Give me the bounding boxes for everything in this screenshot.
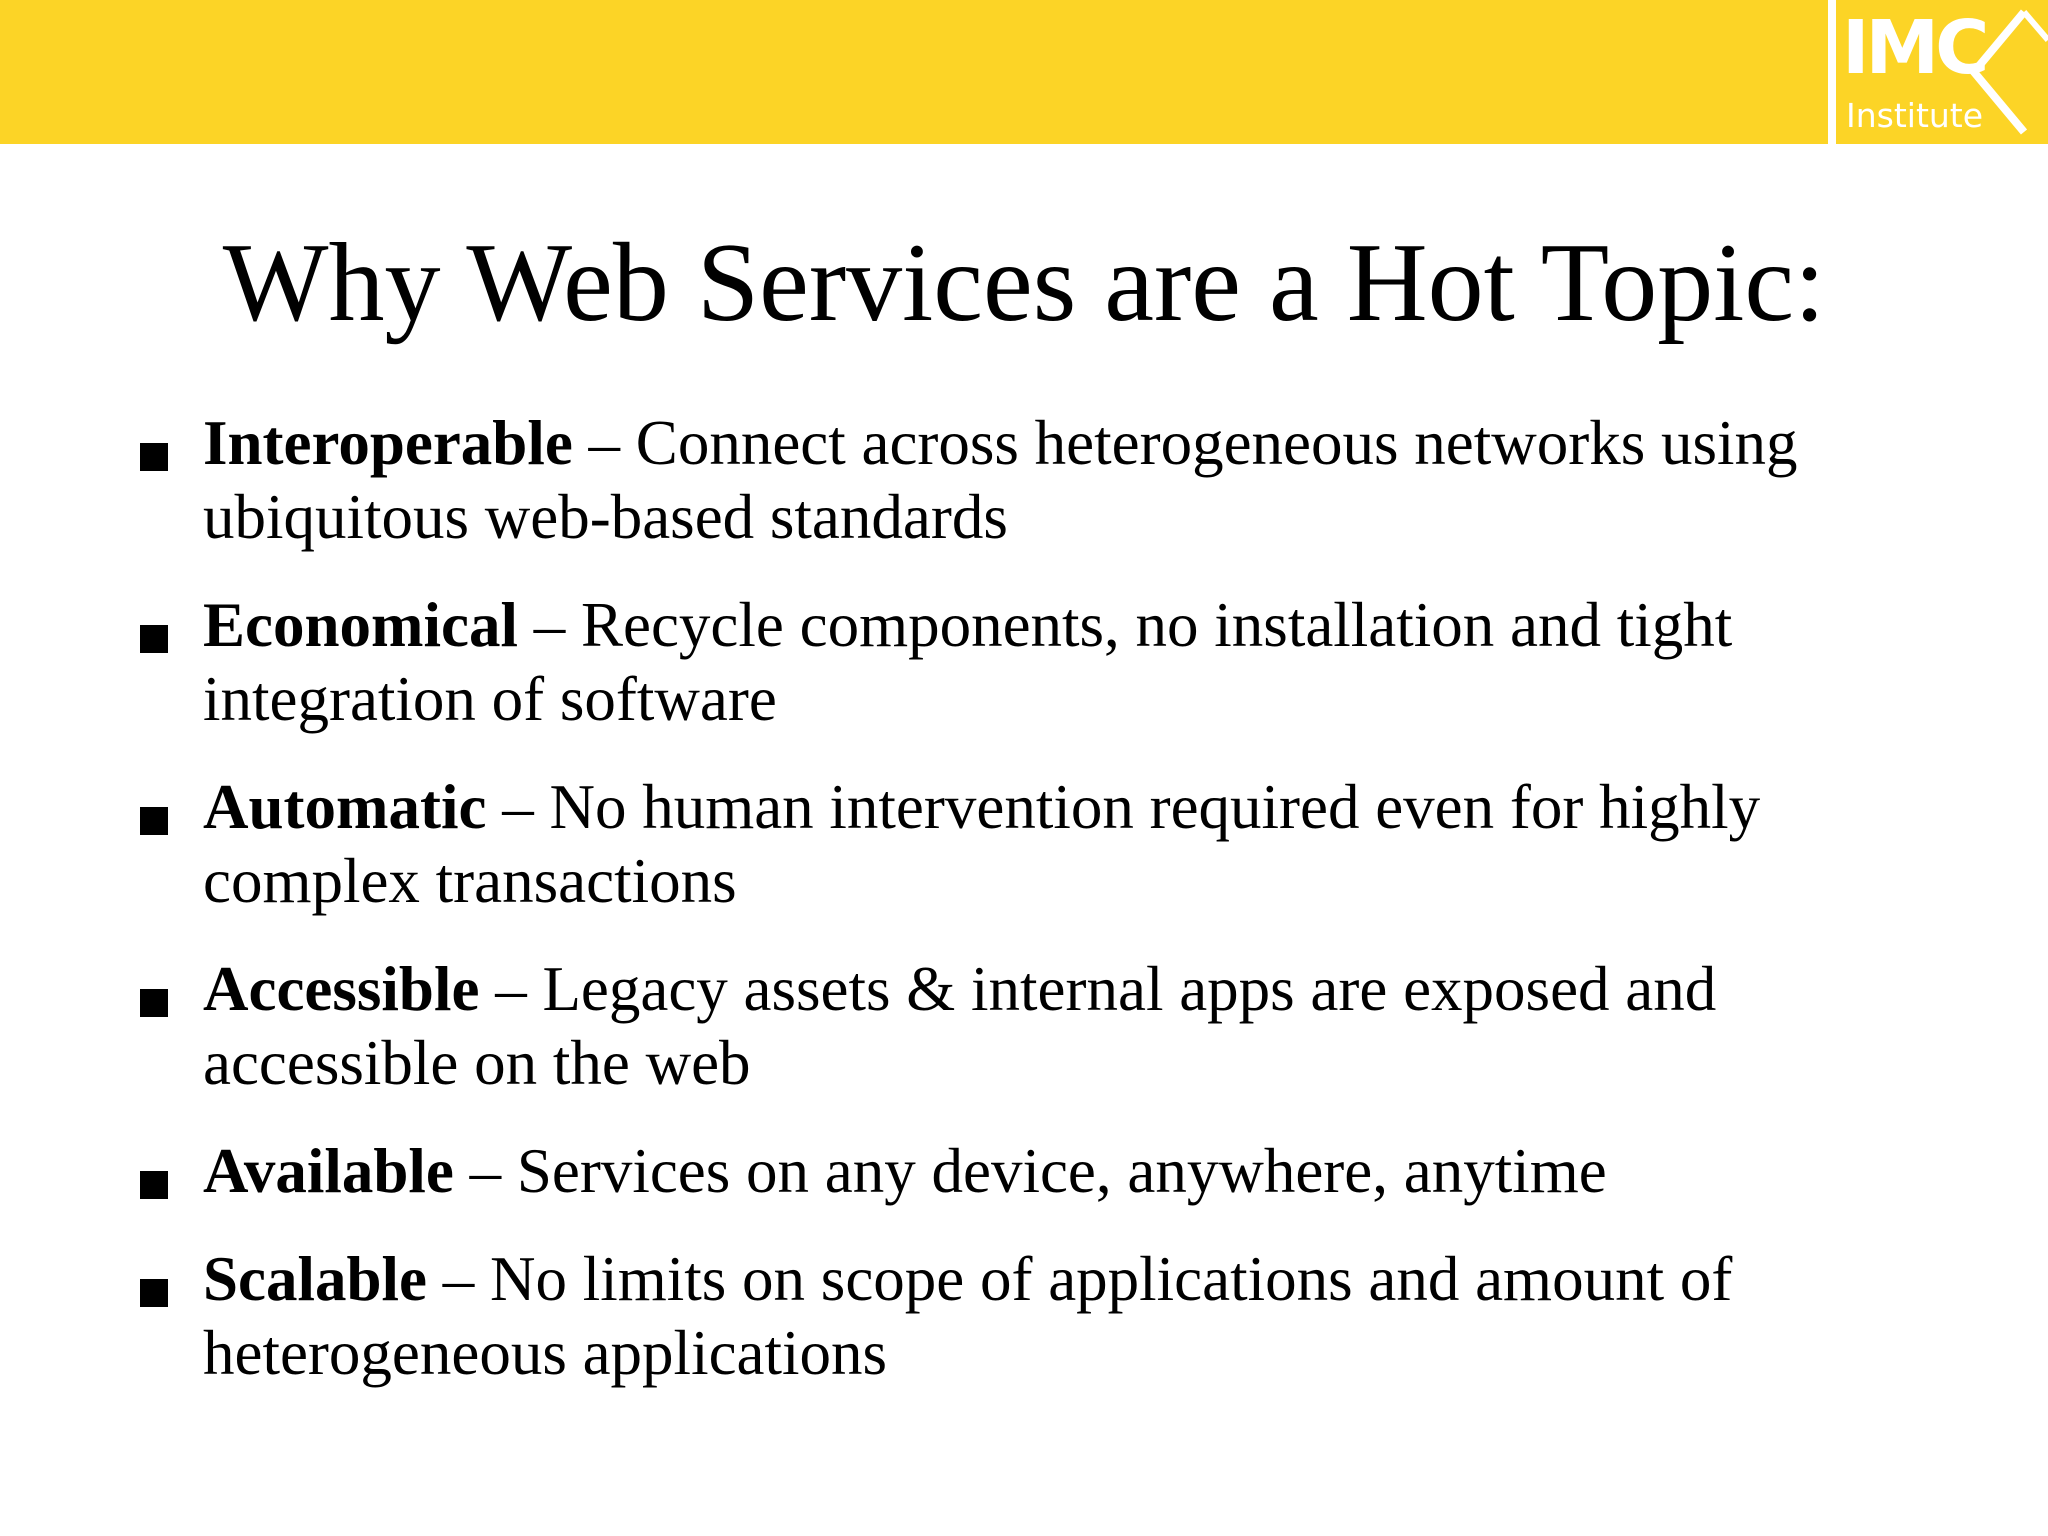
bullet-term: Interoperable xyxy=(203,408,573,478)
bullet-term: Economical xyxy=(203,590,518,660)
square-bullet-icon xyxy=(140,625,168,653)
bullet-text xyxy=(203,1134,1983,1208)
logo-main-text: IMC xyxy=(1842,5,1986,91)
bullet-description: Recycle components, no installation and tight integration of software xyxy=(203,590,1733,734)
square-bullet-icon xyxy=(140,1171,168,1199)
bullet-description: No limits on scope of applications and amount of heterogeneous applications xyxy=(203,1244,1733,1388)
bullet-term: Available xyxy=(203,1136,454,1206)
logo-sub-text: Institute xyxy=(1846,96,1984,135)
bullet-separator: – xyxy=(517,590,581,660)
bullet-text xyxy=(203,588,1983,736)
square-bullet-icon xyxy=(140,1279,168,1307)
bullet-description: Connect across heterogeneous networks using ubiquitous web-based standards xyxy=(203,408,1798,552)
square-bullet-icon xyxy=(140,989,168,1017)
bullet-text xyxy=(203,770,1983,918)
bullet-separator: – xyxy=(486,772,550,842)
bullet-term: Automatic xyxy=(203,772,487,842)
square-bullet-icon xyxy=(140,807,168,835)
bullet-description: Legacy assets & internal apps are exposed and accessible on the web xyxy=(203,954,1717,1098)
bullet-text xyxy=(203,406,1983,554)
bullet-separator: – xyxy=(427,1244,491,1314)
bullet-separator: – xyxy=(572,408,636,478)
bullet-text xyxy=(203,1242,1983,1390)
bullet-term: Accessible xyxy=(203,954,480,1024)
bullet-text xyxy=(203,952,1983,1100)
bullet-description: No human intervention required even for highly complex transactions xyxy=(203,772,1761,916)
slide-title: Why Web Services are a Hot Topic: xyxy=(222,221,1826,345)
bullet-description: Services on any device, anywhere, anytime xyxy=(516,1136,1607,1206)
bullet-separator: – xyxy=(453,1136,517,1206)
bullet-separator: – xyxy=(479,954,543,1024)
square-bullet-icon xyxy=(140,443,168,471)
bullet-term: Scalable xyxy=(203,1244,428,1314)
